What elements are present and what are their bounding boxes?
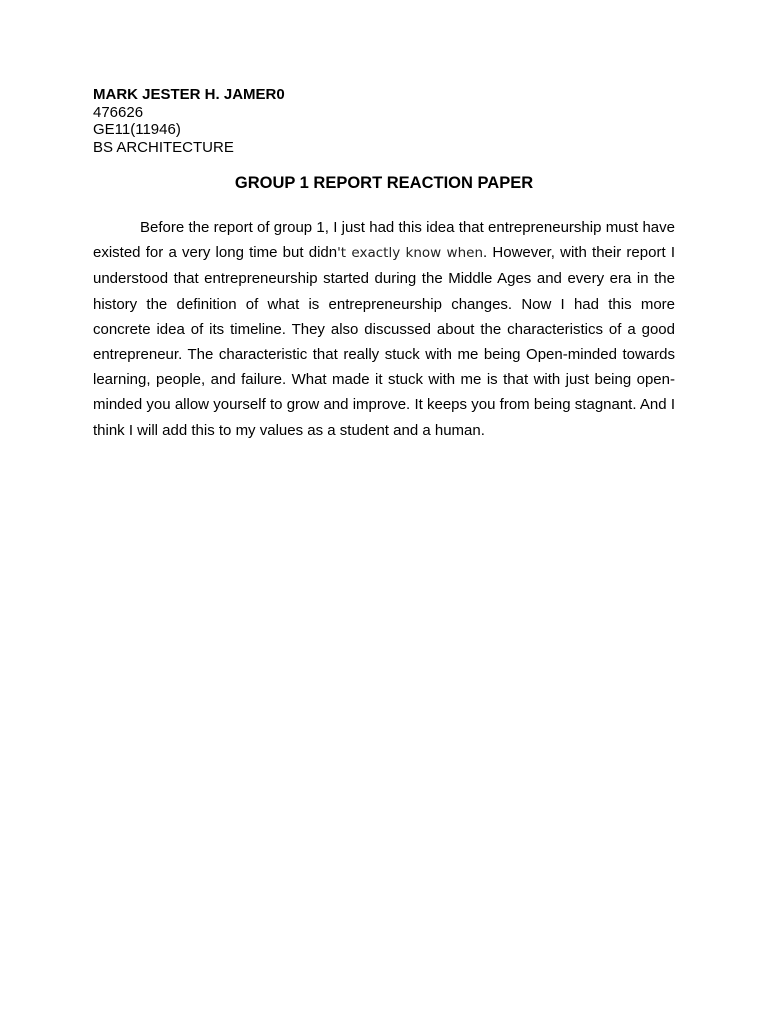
paragraph-text-part1: Before the report of group 1, I just had this idea that entrepreneurship must have existed for a very long time but didn (93, 219, 675, 262)
paragraph-text-part2: 't exactly know when (337, 245, 484, 262)
program-name: BS ARCHITECTURE (93, 138, 234, 156)
paragraph-text-part3: . However, with their report I understood that entrepreneurship started during the Middle Ages and every era in the history the definition of what is entrepreneurship changes. Now I had this more concrete idea of its timeline. They also discussed about the characteristics of a good entrepreneur. The characteristic that really stuck with me being Open-minded towards learning, people, and failure. What made it stuck with me is that with just being open-minded you allow yourself to grow and improve. It keeps you from being stagnant. And I think I will add this to my values as a student and a human. (93, 244, 675, 439)
course-code: GE11(11946) (93, 121, 181, 138)
reaction-paragraph (93, 215, 675, 443)
document-title: GROUP 1 REPORT REACTION PAPER (234, 174, 534, 192)
author-name: MARK JESTER H. JAMER0 (93, 86, 285, 103)
author-header (93, 86, 493, 156)
student-id: 476626 (93, 103, 144, 121)
